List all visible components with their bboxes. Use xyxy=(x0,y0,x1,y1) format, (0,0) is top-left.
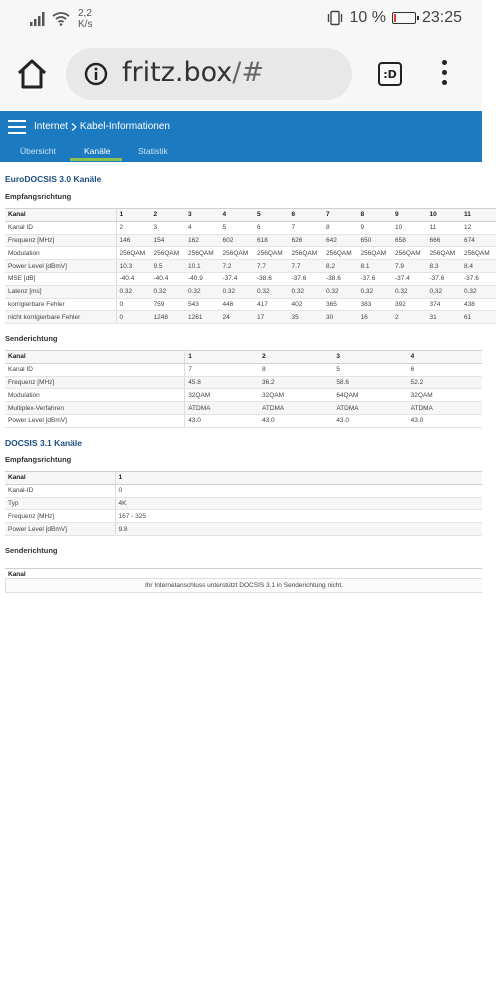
main-content xyxy=(0,162,490,999)
column-header: 1 xyxy=(116,209,151,222)
table-cell: 256QAM xyxy=(358,247,393,260)
table-cell: 0.32 xyxy=(427,285,462,298)
table-cell: 0.32 xyxy=(358,285,393,298)
table-cell: -38.6 xyxy=(254,272,289,285)
row-label: MSE [dB] xyxy=(5,272,116,285)
vibrate-icon xyxy=(327,11,343,25)
table-cell: 0.32 xyxy=(151,285,186,298)
table-cell: 618 xyxy=(254,234,289,247)
table-cell: 35 xyxy=(289,311,324,324)
subtitle-downstream-30: Empfangsrichtung xyxy=(5,192,72,201)
row-label: Modulation xyxy=(5,389,185,402)
column-header: 1 xyxy=(185,351,259,364)
table-cell: 146 xyxy=(116,234,151,247)
network-speed-value: 2,2 xyxy=(78,8,92,19)
table-cell: 0.32 xyxy=(323,285,358,298)
table-cell: 374 xyxy=(427,298,462,311)
breadcrumb-internet[interactable]: Internet xyxy=(34,121,68,132)
url-path: /# xyxy=(232,57,264,88)
column-header: Kanal xyxy=(5,569,482,582)
tab-uebersicht[interactable]: Übersicht xyxy=(20,146,56,156)
table-cell: 438 xyxy=(461,298,496,311)
table-cell: -38.6 xyxy=(323,272,358,285)
row-label: Kanal ID xyxy=(5,363,185,376)
column-header: Kanal xyxy=(5,209,116,222)
column-header: Kanal xyxy=(5,472,115,485)
table-cell: 0 xyxy=(115,484,482,497)
table-cell: 0.32 xyxy=(461,285,496,298)
subtitle-downstream-31: Empfangsrichtung xyxy=(5,455,72,464)
table-cell: 446 xyxy=(220,298,255,311)
network-speed-unit: K/s xyxy=(78,19,93,30)
table-cell: -37.6 xyxy=(358,272,393,285)
column-header: 6 xyxy=(289,209,324,222)
table-row xyxy=(5,484,482,497)
table-cell: 12 xyxy=(461,221,496,234)
table-cell: 383 xyxy=(358,298,393,311)
active-tab-indicator xyxy=(70,158,122,161)
table-cell: 61 xyxy=(461,311,496,324)
table-cell: 16 xyxy=(358,311,393,324)
row-label: Kanal ID xyxy=(5,221,116,234)
table-cell: 8.3 xyxy=(427,260,462,273)
table-cell: 43.0 xyxy=(333,414,407,427)
tab-bar xyxy=(0,144,482,162)
table-cell: 7.7 xyxy=(289,260,324,273)
table-row xyxy=(5,221,496,234)
table-cell: 17 xyxy=(254,311,289,324)
table-cell: 256QAM xyxy=(151,247,186,260)
table-cell: 417 xyxy=(254,298,289,311)
table-cell: 43.0 xyxy=(259,414,333,427)
table-cell: 8 xyxy=(323,221,358,234)
url-host: fritz.box xyxy=(122,57,233,88)
table-header-row xyxy=(5,209,496,222)
table-downstream-docsis31 xyxy=(5,471,482,536)
column-header: 2 xyxy=(259,351,333,364)
table-cell: 674 xyxy=(461,234,496,247)
column-header: 11 xyxy=(461,209,496,222)
table-cell: 30 xyxy=(323,311,358,324)
chevron-right-icon xyxy=(71,123,77,131)
table-cell: 10.1 xyxy=(185,260,220,273)
table-row xyxy=(5,376,482,389)
table-cell: 8.2 xyxy=(323,260,358,273)
column-header: Kanal xyxy=(5,351,185,364)
table-cell: 0.32 xyxy=(392,285,427,298)
subtitle-upstream-31: Senderichtung xyxy=(5,546,58,555)
row-label: Multiplex-Verfahren xyxy=(5,402,185,415)
table-cell: 256QAM xyxy=(323,247,358,260)
table-cell: 10 xyxy=(392,221,427,234)
column-header: 4 xyxy=(220,209,255,222)
table-row xyxy=(5,497,482,510)
table-row xyxy=(5,414,482,427)
column-header: 5 xyxy=(254,209,289,222)
column-header: 4 xyxy=(408,351,482,364)
table-cell: 24 xyxy=(220,311,255,324)
column-header: 9 xyxy=(392,209,427,222)
row-label: nicht korrigierbare Fehler xyxy=(5,311,116,324)
table-cell: 543 xyxy=(185,298,220,311)
tab-switcher-button[interactable]: :D xyxy=(378,62,402,86)
row-label: Latenz [ms] xyxy=(5,285,116,298)
table-cell: 4K xyxy=(115,497,482,510)
row-label: Power Level [dBmV] xyxy=(5,523,115,536)
row-label: Frequenz [MHz] xyxy=(5,510,115,523)
table-cell: 2 xyxy=(392,311,427,324)
table-cell: 650 xyxy=(358,234,393,247)
table-cell: -37.6 xyxy=(289,272,324,285)
table-cell: 392 xyxy=(392,298,427,311)
table-cell: 52.2 xyxy=(408,376,482,389)
battery-percent: 10 % xyxy=(349,9,386,26)
upstream-31-notice: Ihr Internetanschluss unterstützt DOCSIS 3.1 in Senderichtung nicht. xyxy=(5,578,482,593)
column-header: 1 xyxy=(115,472,482,485)
table-cell: 0 xyxy=(116,311,151,324)
table-header-row xyxy=(5,351,482,364)
table-cell: 0.32 xyxy=(185,285,220,298)
subtitle-upstream-30: Senderichtung xyxy=(5,334,58,343)
hamburger-menu-icon[interactable] xyxy=(8,120,26,134)
tab-statistik[interactable]: Statistik xyxy=(138,146,168,156)
battery-fill xyxy=(394,14,396,22)
table-row xyxy=(5,510,482,523)
table-cell: 32QAM xyxy=(259,389,333,402)
table-cell: 45.8 xyxy=(185,376,259,389)
row-label: Kanal-ID xyxy=(5,484,115,497)
table-cell: 602 xyxy=(220,234,255,247)
table-cell: ATDMA xyxy=(185,402,259,415)
table-cell: 2 xyxy=(116,221,151,234)
table-cell: 256QAM xyxy=(116,247,151,260)
table-cell: 7 xyxy=(289,221,324,234)
table-row xyxy=(5,234,496,247)
table-cell: 7.2 xyxy=(220,260,255,273)
status-bar xyxy=(0,0,482,38)
table-cell: 0 xyxy=(116,298,151,311)
fritz-header xyxy=(0,111,482,162)
table-cell: 154 xyxy=(151,234,186,247)
column-header: 10 xyxy=(427,209,462,222)
row-label: korrigierbare Fehler xyxy=(5,298,116,311)
table-downstream-docsis30 xyxy=(5,208,496,324)
column-header: 3 xyxy=(185,209,220,222)
tab-kanaele[interactable]: Kanäle xyxy=(84,146,111,156)
column-header: 3 xyxy=(333,351,407,364)
wifi-icon xyxy=(52,12,70,26)
table-row xyxy=(5,389,482,402)
column-header: 8 xyxy=(358,209,393,222)
table-row xyxy=(5,260,496,273)
table-cell: 642 xyxy=(323,234,358,247)
table-row xyxy=(5,285,496,298)
clock: 23:25 xyxy=(421,9,462,26)
table-cell: 1248 xyxy=(151,311,186,324)
table-cell: 256QAM xyxy=(220,247,255,260)
table-cell: -40.4 xyxy=(116,272,151,285)
table-cell: 658 xyxy=(392,234,427,247)
table-cell: 6 xyxy=(254,221,289,234)
table-cell: ATDMA xyxy=(333,402,407,415)
row-label: Typ xyxy=(5,497,115,510)
table-cell: -37.4 xyxy=(392,272,427,285)
address-bar[interactable] xyxy=(66,48,352,100)
table-cell: 626 xyxy=(289,234,324,247)
row-label: Frequenz [MHz] xyxy=(5,376,185,389)
table-cell: -40.4 xyxy=(151,272,186,285)
row-label: Frequenz [MHz] xyxy=(5,234,116,247)
table-cell: 8.4 xyxy=(461,260,496,273)
table-cell: 7.9 xyxy=(392,260,427,273)
table-cell: 0.32 xyxy=(254,285,289,298)
table-cell: -40.9 xyxy=(185,272,220,285)
table-cell: 666 xyxy=(427,234,462,247)
table-cell: 43.0 xyxy=(185,414,259,427)
table-cell: 256QAM xyxy=(185,247,220,260)
table-cell: -37.6 xyxy=(461,272,496,285)
table-cell: 9.8 xyxy=(115,523,482,536)
table-cell: 8 xyxy=(259,363,333,376)
table-cell: 256QAM xyxy=(427,247,462,260)
row-label: Power Level [dBmV] xyxy=(5,414,185,427)
table-cell: 64QAM xyxy=(333,389,407,402)
table-cell: 167 - 325 xyxy=(115,510,482,523)
table-cell: 4 xyxy=(185,221,220,234)
section-title-docsis31: DOCSIS 3.1 Kanäle xyxy=(5,438,83,448)
table-cell: 58.6 xyxy=(333,376,407,389)
table-cell: 0.32 xyxy=(289,285,324,298)
table-cell: 32QAM xyxy=(185,389,259,402)
table-cell: 1261 xyxy=(185,311,220,324)
table-cell: 9 xyxy=(358,221,393,234)
table-cell: 256QAM xyxy=(461,247,496,260)
table-cell: 7.7 xyxy=(254,260,289,273)
table-cell: 365 xyxy=(323,298,358,311)
table-cell: 11 xyxy=(427,221,462,234)
breadcrumb-kabel-informationen: Kabel-Informationen xyxy=(79,121,170,132)
table-row xyxy=(5,523,482,536)
table-row xyxy=(5,272,496,285)
table-row xyxy=(5,402,482,415)
column-header: 7 xyxy=(323,209,358,222)
table-cell: -37.6 xyxy=(427,272,462,285)
table-cell: 0.32 xyxy=(116,285,151,298)
url-text[interactable] xyxy=(122,57,264,88)
browser-toolbar xyxy=(0,38,482,110)
home-icon[interactable] xyxy=(14,56,50,92)
table-cell: 5 xyxy=(220,221,255,234)
table-row xyxy=(5,298,496,311)
table-cell: 162 xyxy=(185,234,220,247)
network-speed xyxy=(78,8,92,30)
table-cell: ATDMA xyxy=(259,402,333,415)
signal-icon xyxy=(30,12,46,26)
table-cell: 0.32 xyxy=(220,285,255,298)
table-cell: 31 xyxy=(427,311,462,324)
table-cell: 7 xyxy=(185,363,259,376)
section-title-docsis30: EuroDOCSIS 3.0 Kanäle xyxy=(5,174,102,184)
table-upstream-docsis30 xyxy=(5,350,482,428)
table-header-row xyxy=(5,472,482,485)
table-cell: 36.2 xyxy=(259,376,333,389)
table-cell: 43.0 xyxy=(408,414,482,427)
table-row xyxy=(5,247,496,260)
table-cell: 256QAM xyxy=(289,247,324,260)
table-cell: 402 xyxy=(289,298,324,311)
overflow-menu-icon[interactable] xyxy=(436,60,452,90)
table-cell: 6 xyxy=(408,363,482,376)
table-cell: -37.4 xyxy=(220,272,255,285)
column-header: 2 xyxy=(151,209,186,222)
table-cell: 9.5 xyxy=(151,260,186,273)
table-cell: 32QAM xyxy=(408,389,482,402)
table-cell: 256QAM xyxy=(392,247,427,260)
table-row xyxy=(5,311,496,324)
table-cell: 5 xyxy=(333,363,407,376)
table-cell: 10.3 xyxy=(116,260,151,273)
battery-icon xyxy=(392,12,416,24)
table-cell: ATDMA xyxy=(408,402,482,415)
row-label: Modulation xyxy=(5,247,116,260)
table-cell: 8.1 xyxy=(358,260,393,273)
row-label: Power Level [dBmV] xyxy=(5,260,116,273)
table-cell: 759 xyxy=(151,298,186,311)
table-cell: 3 xyxy=(151,221,186,234)
table-cell: 256QAM xyxy=(254,247,289,260)
breadcrumb xyxy=(34,121,170,132)
info-icon[interactable] xyxy=(84,62,108,86)
table-row xyxy=(5,363,482,376)
